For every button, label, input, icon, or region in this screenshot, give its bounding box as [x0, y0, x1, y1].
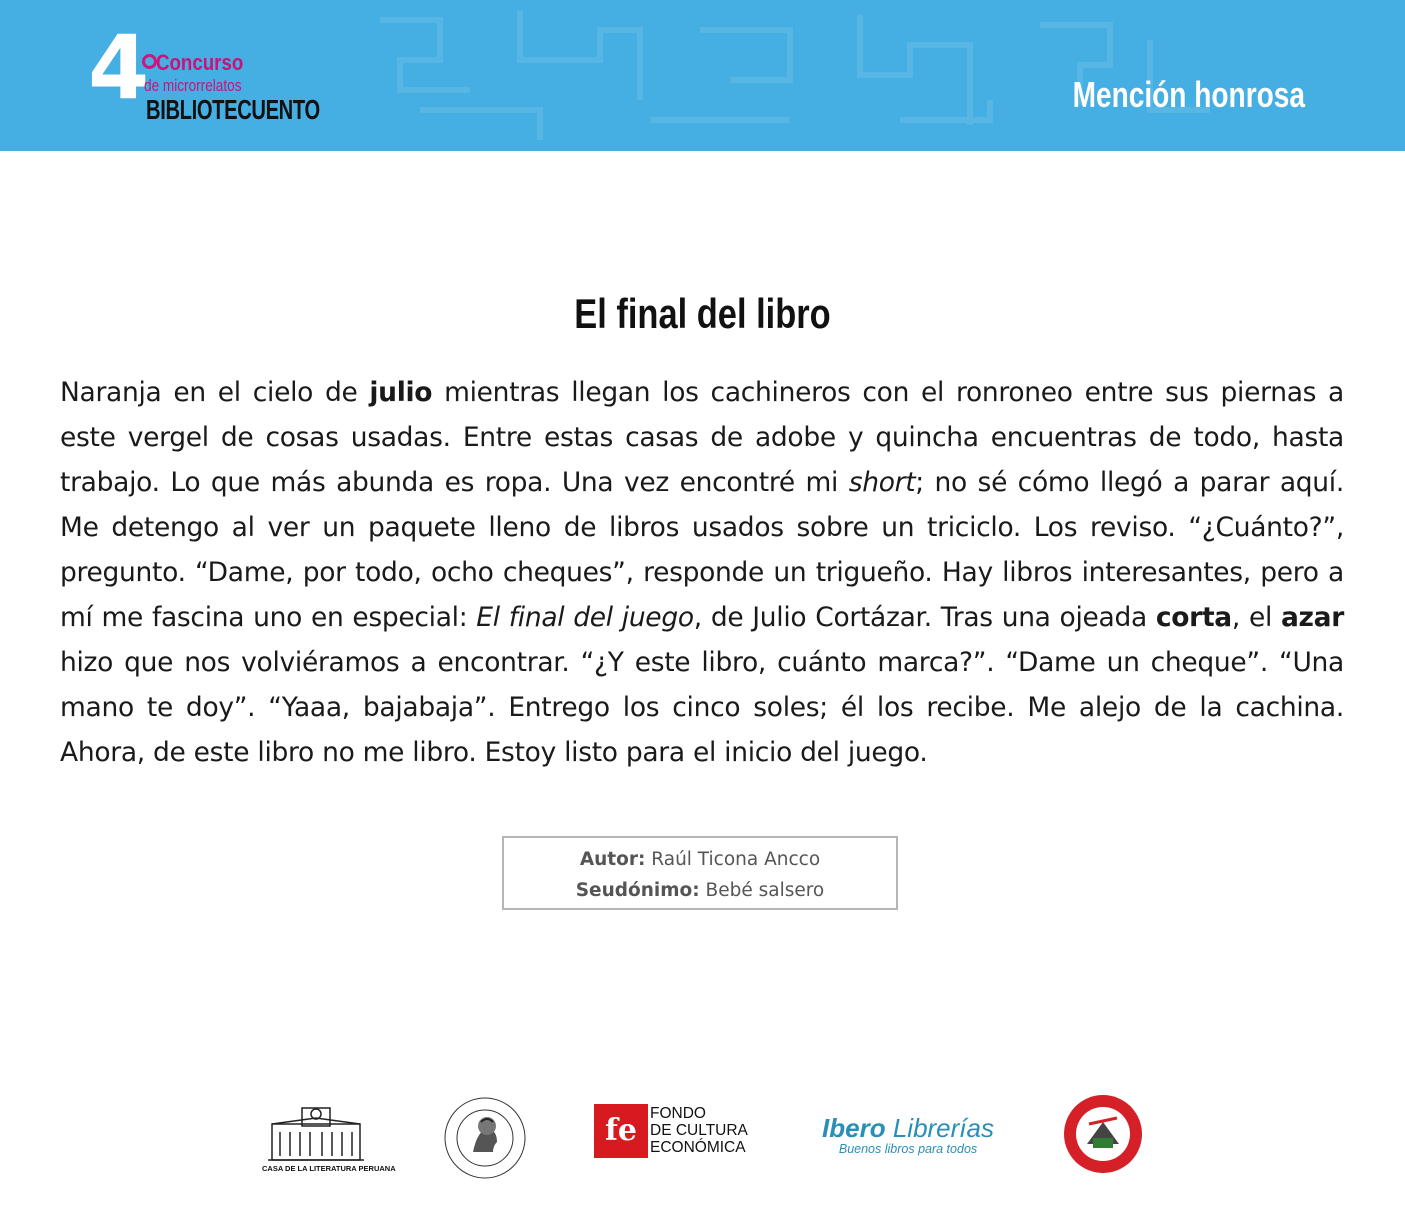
- logo-concurso: Concurso: [156, 50, 244, 75]
- header-banner: [0, 0, 1405, 151]
- author-label: Autor:: [579, 849, 646, 870]
- logo-number: 4: [88, 16, 150, 119]
- valdelomar-seal-icon: [443, 1096, 527, 1180]
- story-body: [60, 370, 1344, 775]
- biblioteca-valdelomar-logo: [443, 1096, 527, 1180]
- story-segment: corta: [1155, 602, 1232, 633]
- author-line: [504, 844, 896, 875]
- ibero-tagline: Buenos libros para todos: [838, 1142, 978, 1156]
- award-badge: Mención honrosa: [1072, 74, 1305, 115]
- logo-ordinal-mark: [142, 54, 157, 69]
- casa-literatura-logo: [262, 1100, 396, 1178]
- author-name: Raúl Ticona Ancco: [651, 849, 821, 870]
- story-segment: El final del juego: [476, 602, 694, 633]
- fce-line-1: FONDO: [650, 1105, 706, 1122]
- fce-wordmark: [650, 1105, 748, 1156]
- story-segment: hizo que nos volviéramos a encontrar. “¿Y este libro, cuánto marca?”. “Dame un cheque”. “Una mano te doy”. “Yaaa, bajabaja”. Entrego los cinco soles; él los recibe. Me alejo de la cachina. Ahora, de este libro no me libro. Estoy listo para el inicio del juego.: [60, 647, 1344, 768]
- ibero-name-bold: Ibero: [822, 1113, 886, 1143]
- story-segment: Naranja en el cielo de: [60, 377, 370, 408]
- casa-literatura-label: CASA DE LA LITERATURA PERUANA: [262, 1164, 396, 1173]
- story-segment: mientras llegan los cachineros con el ronroneo entre sus piernas a este vergel de cosas usadas. Entre estas casas de adobe y quincha encuentras de todo, hasta trabajo. Lo que más abunda es ropa. Una vez encontré mi: [60, 377, 1344, 498]
- story-segment: julio: [369, 377, 433, 408]
- ibero-librerias-logo: [818, 1114, 998, 1164]
- story-segment: ; no sé cómo llegó a parar aquí. Me detengo al ver un paquete lleno de libros usados sobre un triciclo. Los reviso. “¿Cuánto?”, pregunto. “Dame, por todo, ocho cheques”, responde un trigueño. Hay libros interesantes, pero a mí me fascina uno en especial:: [60, 467, 1344, 633]
- story-segment: , de Julio Cortázar. Tras una ojeada: [693, 602, 1156, 633]
- fce-mark-icon: fe: [594, 1104, 648, 1158]
- fce-line-2: DE CULTURA: [650, 1122, 748, 1139]
- fondo-cultura-economica-logo: [594, 1104, 754, 1160]
- camara-popular-libreros-logo: [1063, 1094, 1143, 1174]
- ibero-wordmark: [818, 1114, 998, 1142]
- story-segment: short: [848, 467, 916, 498]
- logo-bibliotecuento: BIBLIOTECUENTO: [146, 94, 320, 125]
- logo-subtitle: de microrrelatos: [144, 76, 242, 95]
- pseudonym-label: Seudónimo:: [575, 880, 700, 901]
- camara-seal-icon: [1063, 1094, 1143, 1174]
- sponsor-logos: [0, 1090, 1405, 1180]
- fce-line-3: ECONÓMICA: [650, 1139, 746, 1156]
- story-title: El final del libro: [574, 290, 831, 337]
- contest-logo: [84, 16, 344, 130]
- credits-box: [502, 836, 898, 910]
- pseudonym-line: [504, 875, 896, 906]
- story-segment: , el: [1231, 602, 1281, 633]
- story-segment: azar: [1280, 602, 1345, 633]
- pseudonym-name: Bebé salsero: [705, 880, 825, 901]
- casa-building-icon: [262, 1100, 370, 1164]
- ibero-name-light: Librerías: [892, 1113, 994, 1143]
